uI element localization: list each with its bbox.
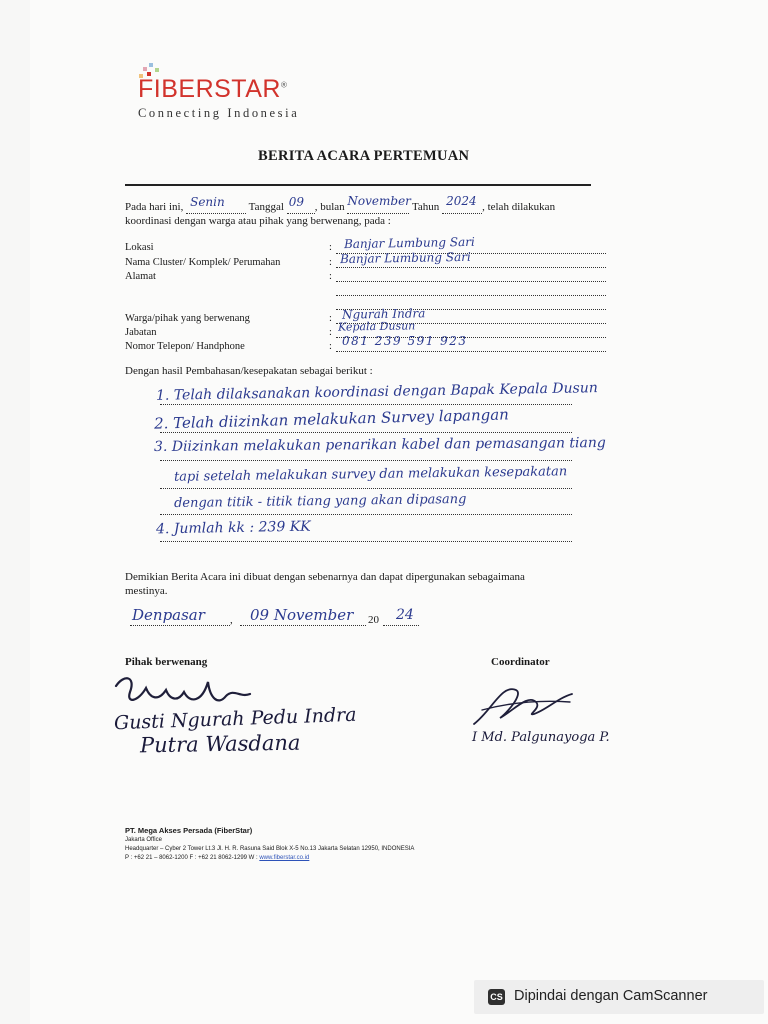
year-line xyxy=(383,625,419,626)
discussion-line xyxy=(160,488,572,489)
closing-year-prefix: 20 xyxy=(368,614,379,626)
footer-office: Jakarta Office xyxy=(125,837,162,843)
discussion-line xyxy=(160,541,572,542)
discussion-line xyxy=(160,432,572,433)
intro-line-1: Pada hari ini, Senin Tanggal 09 , bulan November Tahun 2024 , telah dilakukan xyxy=(125,194,556,213)
field-value-lokasi: Banjar Lumbung Sari xyxy=(343,234,475,252)
date-value: 09 xyxy=(288,195,304,209)
field-line xyxy=(336,351,606,352)
date-line xyxy=(240,625,366,626)
closing-year-suffix: 24 xyxy=(396,607,414,623)
discussion-item-3-cont-1: tapi setelah melakukan survey dan melakukan kesepakatan xyxy=(173,464,568,485)
discussion-line xyxy=(160,514,572,515)
field-label-cluster: Nama Cluster/ Komplek/ Perumahan xyxy=(125,257,281,268)
field-label-alamat: Alamat xyxy=(125,271,156,282)
document-title: BERITA ACARA PERTEMUAN xyxy=(258,148,470,164)
footer-website-link[interactable]: www.fiberstar.co.id xyxy=(259,855,310,861)
day-value: Senin xyxy=(190,195,225,209)
field-label-warga: Warga/pihak yang berwenang xyxy=(125,313,250,324)
footer-address: Headquarter – Cyber 2 Tower Lt.3 Jl. H. R. Rasuna Said Blok X-5 No.13 Jakarta Selatan 12950, INDONESIA xyxy=(125,846,415,852)
logo-wordmark: FIBERSTAR® xyxy=(138,75,288,103)
right-signatory-name: I Md. Palgunayoga P. xyxy=(472,730,610,745)
discussion-item-3: 3. Diizinkan melakukan penarikan kabel dan pemasangan tiang xyxy=(153,435,606,455)
camscanner-label: Dipindai dengan CamScanner xyxy=(514,988,708,1004)
field-label-jabatan: Jabatan xyxy=(125,327,157,338)
field-value-telepon: 081 239 591 923 xyxy=(342,334,468,348)
discussion-heading: Dengan hasil Pembahasan/kesepakatan sebagai berikut : xyxy=(125,365,373,377)
discussion-item-1: 1. Telah dilaksanakan koordinasi dengan Bapak Kepala Dusun xyxy=(155,380,598,404)
field-line xyxy=(336,267,606,268)
discussion-line xyxy=(160,460,572,461)
intro-line-2: koordinasi dengan warga atau pihak yang berwenang, pada : xyxy=(125,215,391,227)
footer-contact: P : +62 21 – 8062-1200 F : +62 21 8062-1299 W : www.fiberstar.co.id xyxy=(125,855,310,861)
left-signatory-heading: Pihak berwenang xyxy=(125,656,208,668)
camscanner-badge xyxy=(474,980,764,1014)
discussion-line xyxy=(160,404,572,405)
logo-tagline: Connecting Indonesia xyxy=(138,106,300,120)
discussion-item-4: 4. Jumlah kk : 239 KK xyxy=(155,518,311,538)
closing-date: 09 November xyxy=(250,606,354,624)
logo-pixel xyxy=(143,67,147,71)
field-line xyxy=(336,281,606,282)
footer-company: PT. Mega Akses Persada (FiberStar) xyxy=(125,826,253,835)
logo-pixel xyxy=(149,63,153,67)
discussion-item-2: 2. Telah diizinkan melakukan Survey lapangan xyxy=(153,405,510,433)
closing-line-2: mestinya. xyxy=(125,585,168,597)
place-line xyxy=(130,625,230,626)
discussion-item-3-cont-2: dengan titik - titik tiang yang akan dipasang xyxy=(173,491,467,512)
field-value-jabatan: Kepala Dusun xyxy=(337,319,416,334)
camscanner-icon: CS xyxy=(488,989,505,1005)
field-label-telepon: Nomor Telepon/ Handphone xyxy=(125,341,245,352)
field-label-lokasi: Lokasi xyxy=(125,242,154,253)
left-signatory-name-1: Gusti Ngurah Pedu Indra xyxy=(113,703,357,735)
logo-pixel xyxy=(155,68,159,72)
left-signatory-name-2: Putra Wasdana xyxy=(139,730,301,758)
closing-place: Denpasar xyxy=(132,606,205,624)
field-value-cluster: Banjar Lumbung Sari xyxy=(339,249,471,267)
year-value: 2024 xyxy=(446,194,477,208)
right-signatory-heading: Coordinator xyxy=(491,656,550,668)
field-value-warga: Ngurah Indra xyxy=(341,306,426,322)
closing-line-1: Demikian Berita Acara ini dibuat dengan sebenarnya dan dapat dipergunakan sebagaimana xyxy=(125,571,525,583)
field-line xyxy=(336,295,606,296)
month-value: November xyxy=(347,194,411,208)
title-divider xyxy=(125,184,591,186)
